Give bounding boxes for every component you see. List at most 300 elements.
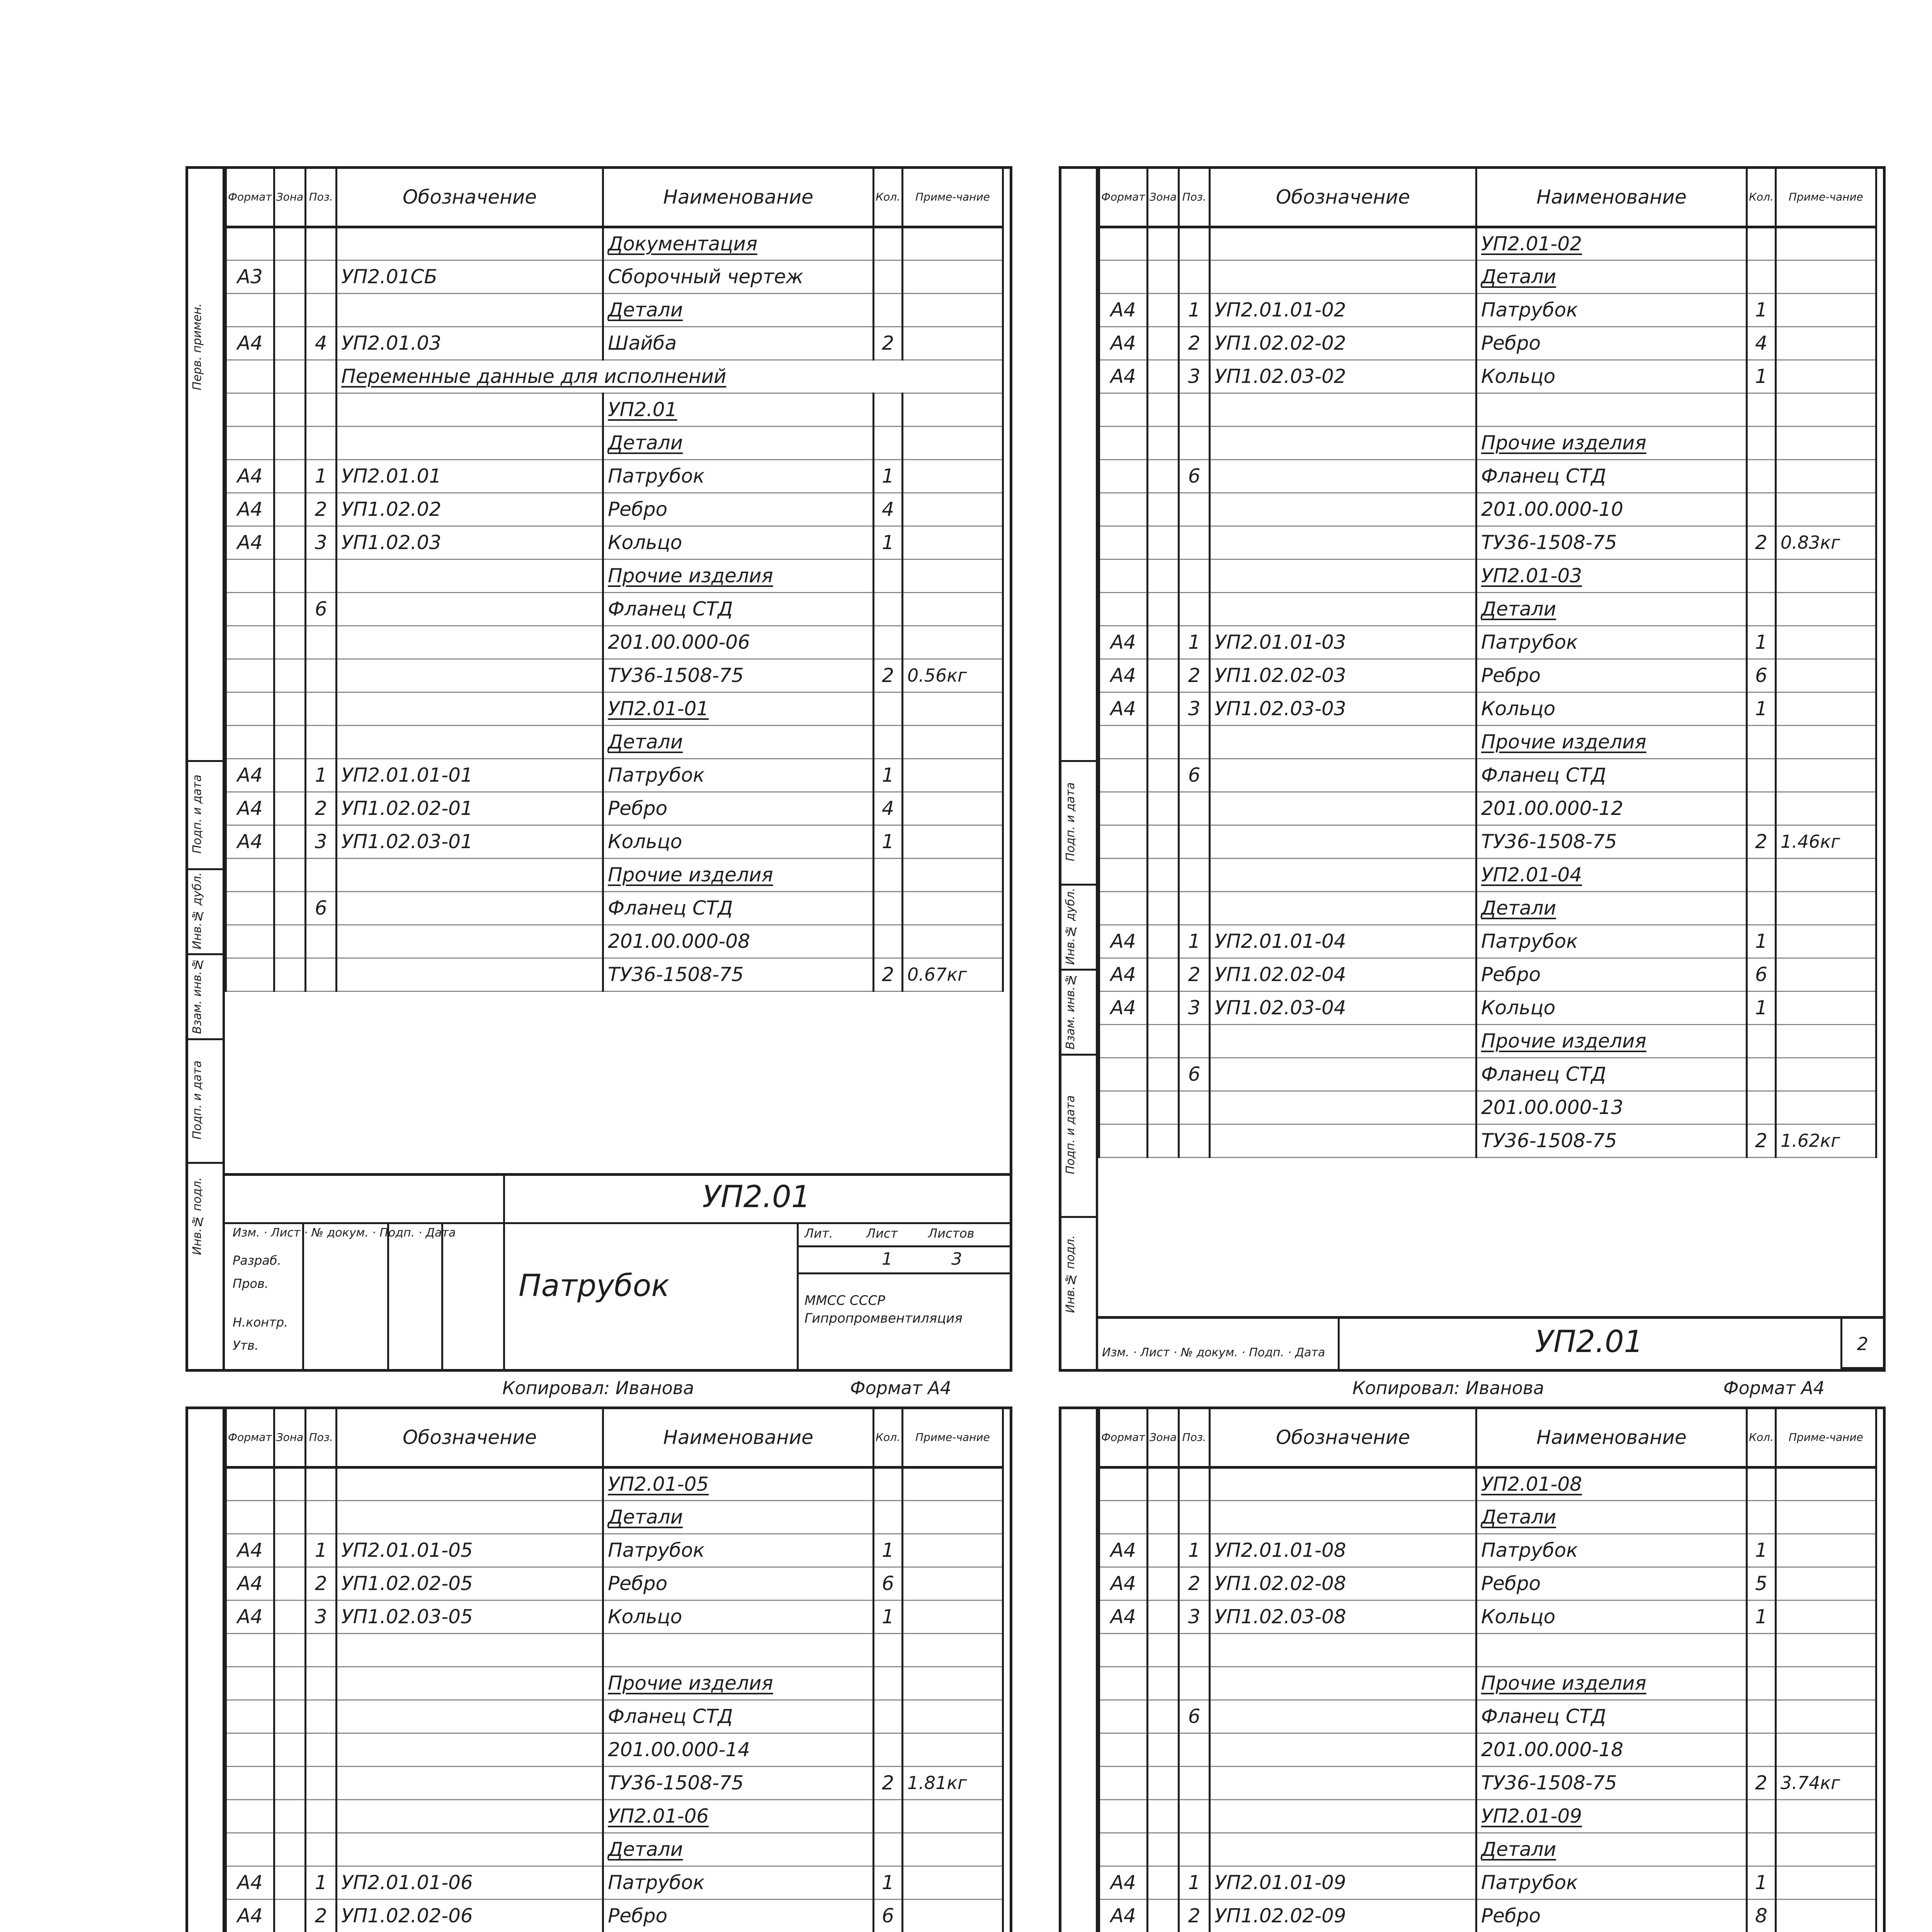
- cell-qty: 2: [882, 332, 894, 354]
- table-row: [1099, 1799, 1876, 1833]
- cell-name: Документация: [608, 233, 758, 255]
- cell-pos: 1: [315, 1539, 327, 1561]
- tb-izm: Изм. · Лист · № докум. · Подп. · Дата: [233, 1226, 456, 1240]
- cell-des: УП1.02.02-08: [1214, 1572, 1346, 1595]
- cell-pos: 3: [315, 1605, 327, 1628]
- cell-fmt: А4: [1110, 963, 1136, 986]
- cell-pos: 6: [315, 598, 327, 620]
- cell-name: Кольцо: [608, 830, 682, 853]
- header-format: Формат: [226, 1409, 274, 1467]
- cell-fmt: А4: [1110, 997, 1136, 1019]
- cell-name: Фланец СТД: [608, 897, 733, 919]
- cell-fmt: А4: [237, 1905, 263, 1927]
- table-row: [226, 891, 1003, 925]
- header-zone: Зона: [1147, 1409, 1179, 1467]
- cell-qty: 1: [882, 531, 894, 554]
- spec-table: [1098, 1409, 1877, 1932]
- header-zone: Зона: [274, 1409, 306, 1467]
- cell-pos: 2: [1188, 1572, 1201, 1595]
- table-row: [1099, 360, 1876, 393]
- table-row: [1099, 526, 1876, 559]
- table-row: [1099, 925, 1876, 958]
- table-row: [226, 626, 1003, 659]
- header-format: Формат: [1099, 169, 1148, 227]
- cell-name: 201.00.000-10: [1481, 498, 1624, 520]
- header-name: Наименование: [1476, 1409, 1747, 1467]
- table-row: [226, 293, 1003, 327]
- header-qty: Кол.: [1747, 1409, 1776, 1467]
- cell-qty: 1: [882, 1871, 894, 1894]
- cell-qty: 1: [1755, 1871, 1767, 1894]
- header-format: Формат: [226, 169, 274, 227]
- podp-data-label: Подп. и дата: [190, 774, 204, 854]
- table-row: [226, 493, 1003, 526]
- cell-des: УП2.01.01-08: [1214, 1539, 1346, 1561]
- table-row: [1099, 592, 1876, 626]
- table-row: [226, 1534, 1003, 1567]
- cell-des: УП1.02.02-02: [1214, 332, 1346, 354]
- cell-name: 201.00.000-13: [1481, 1096, 1624, 1119]
- table-row: [226, 1899, 1003, 1932]
- cell-pos: 3: [1188, 365, 1201, 388]
- table-row: [226, 1866, 1003, 1899]
- cell-name: 201.00.000-14: [608, 1738, 750, 1761]
- format-note-2: Формат А4: [1723, 1378, 1825, 1398]
- cell-des: УП2.01.01-02: [1214, 299, 1346, 321]
- cell-des: УП2.01.01-06: [341, 1871, 473, 1894]
- table-row: [1099, 327, 1876, 360]
- tb-prov: Пров.: [233, 1276, 269, 1291]
- header-designation: Обозначение: [1210, 1409, 1476, 1467]
- cell-name: Детали: [608, 1838, 683, 1861]
- cell-fmt: А4: [1110, 1605, 1136, 1628]
- header-note: Приме-чание: [1776, 169, 1876, 227]
- product-name: Патрубок: [519, 1269, 670, 1303]
- table-row: [226, 459, 1003, 493]
- cell-name: Ребро: [1481, 664, 1541, 687]
- table-row: [1099, 493, 1876, 526]
- cell-qty: 2: [1755, 830, 1767, 853]
- cell-qty: 1: [1755, 365, 1767, 388]
- cell-qty: 6: [882, 1572, 894, 1595]
- spec-sheet-4: [1059, 1406, 1886, 1932]
- table-row: [226, 1667, 1003, 1700]
- tb-listov-value: 3: [951, 1249, 962, 1269]
- spec-sheet-2: [1059, 166, 1886, 1372]
- cell-des: УП1.02.03-08: [1214, 1605, 1346, 1628]
- cell-zone: [274, 360, 306, 393]
- cell-note: 0.67кг: [907, 964, 967, 985]
- cell-pos: 2: [1188, 963, 1201, 986]
- cell-name: Детали: [1481, 897, 1556, 919]
- cell-qty: 6: [1755, 664, 1767, 687]
- cell-name: Детали: [1481, 598, 1556, 620]
- cell-qty: 1: [882, 1539, 894, 1561]
- form-margin-strip: [1061, 169, 1098, 1369]
- tb-organization: ММСС СССР Гипропромвентиляция: [804, 1293, 963, 1326]
- cell-pos: 2: [1188, 664, 1201, 687]
- cell-name: 201.00.000-08: [608, 930, 750, 952]
- cell-name: Ребро: [1481, 963, 1541, 986]
- cell-fmt: А4: [1110, 1539, 1136, 1561]
- cell-qty: 1: [1755, 631, 1767, 653]
- cell-pos: 3: [1188, 697, 1201, 720]
- table-row: [226, 1633, 1003, 1667]
- cell-fmt: А4: [1110, 1871, 1136, 1894]
- cell-name: Фланец СТД: [1481, 465, 1606, 487]
- spec-table: [1098, 169, 1877, 1158]
- cell-name: Ребро: [608, 1905, 668, 1927]
- cell-name: Фланец СТД: [1481, 764, 1606, 786]
- cell-pos: 1: [315, 1871, 327, 1894]
- table-row: [1099, 1467, 1876, 1500]
- cell-des: УП2.01.01-01: [341, 764, 473, 786]
- cell-fmt: А4: [237, 498, 263, 520]
- table-row: [1099, 1567, 1876, 1600]
- cell-des: УП1.02.03-04: [1214, 997, 1346, 1019]
- spec-sheet-3: [185, 1406, 1012, 1932]
- header-format: Формат: [1099, 1409, 1148, 1467]
- cell-fmt: А4: [237, 1539, 263, 1561]
- cell-qty: 1: [1755, 299, 1767, 321]
- cell-qty: 8: [1755, 1905, 1767, 1927]
- cell-qty: 2: [1755, 531, 1767, 554]
- cell-name: Прочие изделия: [1481, 1030, 1646, 1052]
- table-row: [226, 227, 1003, 260]
- cell-qty: 4: [882, 797, 894, 820]
- cell-name: Прочие изделия: [1481, 1672, 1646, 1694]
- table-row: [1099, 1833, 1876, 1866]
- perv-primen-label: Перв. примен.: [190, 303, 204, 390]
- title-block: [225, 1173, 1010, 1369]
- cell-name: Патрубок: [608, 1871, 705, 1894]
- header-note: Приме-чание: [902, 1409, 1003, 1467]
- table-row: [226, 1567, 1003, 1600]
- header-zone: Зона: [274, 169, 306, 227]
- cell-fmt: А4: [237, 332, 263, 354]
- copy-note-2: Копировал: Иванова: [1352, 1378, 1544, 1398]
- cell-name: Детали: [1481, 1838, 1556, 1861]
- cell-fmt: А4: [237, 1605, 263, 1628]
- cell-qty: 1: [1755, 997, 1767, 1019]
- cell-fmt: А4: [1110, 332, 1136, 354]
- table-row: [1099, 1866, 1876, 1899]
- cell-qty: 2: [882, 963, 894, 986]
- table-row: [1099, 626, 1876, 659]
- cell-note: 1.81кг: [907, 1772, 967, 1793]
- table-row: [1099, 792, 1876, 825]
- table-row: [1099, 1091, 1876, 1124]
- table-row: [226, 858, 1003, 891]
- table-row: [1099, 559, 1876, 592]
- table-row: [226, 1766, 1003, 1799]
- header-name: Наименование: [603, 169, 874, 227]
- table-row: [1099, 1500, 1876, 1534]
- cell-name: ТУ36-1508-75: [1481, 1129, 1617, 1152]
- cell-pos: [306, 360, 337, 393]
- cell-qty: 1: [1755, 930, 1767, 952]
- cell-name: Патрубок: [1481, 930, 1578, 952]
- cell-pos: 6: [1188, 1063, 1201, 1085]
- cell-name: ТУ36-1508-75: [608, 963, 744, 986]
- table-row: [1099, 1600, 1876, 1633]
- cell-pos: 2: [315, 1905, 327, 1927]
- cell-des: УП2.01.01-05: [341, 1539, 473, 1561]
- table-row: [1099, 1766, 1876, 1799]
- cell-name: Шайба: [608, 332, 677, 354]
- cell-des: УП2.01.01: [341, 465, 442, 487]
- table-row: [1099, 1633, 1876, 1667]
- cell-pos: 1: [315, 465, 327, 487]
- table-row: [226, 592, 1003, 626]
- cell-name: ТУ36-1508-75: [608, 664, 744, 687]
- table-row: [226, 393, 1003, 426]
- table-row: [226, 792, 1003, 825]
- cell-qty: 1: [1755, 1539, 1767, 1561]
- cell-name: Прочие изделия: [608, 1672, 773, 1694]
- cell-qty: 2: [1755, 1129, 1767, 1152]
- cell-fmt: А4: [1110, 365, 1136, 388]
- cell-name: Кольцо: [608, 531, 682, 554]
- cell-des: УП2.01.01-04: [1214, 930, 1346, 952]
- cell-name: Фланец СТД: [608, 1705, 733, 1728]
- table-row: [1099, 725, 1876, 759]
- table-row: [226, 958, 1003, 991]
- table-row: [226, 526, 1003, 559]
- table-row: [1099, 1024, 1876, 1058]
- table-row: [1099, 692, 1876, 725]
- table-row: [1099, 1733, 1876, 1766]
- cell-name: Кольцо: [1481, 997, 1556, 1019]
- cell-name: Фланец СТД: [1481, 1705, 1606, 1728]
- cell-name: Прочие изделия: [608, 565, 773, 587]
- cell-name: УП2.01-04: [1481, 864, 1582, 886]
- cell-fmt: А4: [1110, 299, 1136, 321]
- header-qty: Кол.: [874, 1409, 903, 1467]
- cell-qty: 4: [882, 498, 894, 520]
- cell-des: УП1.02.02-04: [1214, 963, 1346, 986]
- table-row: [226, 1600, 1003, 1633]
- podp-data-label-2: Подп. и дата: [1064, 1095, 1077, 1175]
- cell-pos: 2: [315, 1572, 327, 1595]
- cell-name: Ребро: [608, 1572, 668, 1595]
- cell-pos: 1: [1188, 1539, 1201, 1561]
- cell-fmt: [226, 360, 274, 393]
- cell-qty: 1: [882, 1605, 894, 1628]
- table-row: [226, 1467, 1003, 1500]
- cell-pos: 3: [1188, 1605, 1201, 1628]
- header-note: Приме-чание: [1776, 1409, 1876, 1467]
- table-row: [1099, 1124, 1876, 1157]
- cell-name: Ребро: [1481, 1905, 1541, 1927]
- podp-data-label-2: Подп. и дата: [190, 1060, 204, 1140]
- tb-izm: Изм. · Лист · № докум. · Подп. · Дата: [1102, 1346, 1325, 1359]
- tb-listov: Листов: [928, 1226, 975, 1241]
- cell-name: ТУ36-1508-75: [1481, 531, 1617, 554]
- cell-name: УП2.01-05: [608, 1473, 709, 1495]
- cell-name: Патрубок: [1481, 299, 1578, 321]
- cell-note: 1.46кг: [1780, 831, 1840, 852]
- cell-fmt: А4: [237, 764, 263, 786]
- table-row: [226, 1500, 1003, 1534]
- cell-fmt: А3: [237, 265, 263, 288]
- table-row: [226, 725, 1003, 759]
- cell-name: Патрубок: [608, 764, 705, 786]
- cell-qty: 6: [882, 1905, 894, 1927]
- cell-des: УП2.01.01-09: [1214, 1871, 1346, 1894]
- header-designation: Обозначение: [337, 169, 603, 227]
- header-position: Поз.: [1179, 169, 1210, 227]
- tb-list: Лист: [866, 1226, 898, 1241]
- cell-qty: 4: [1755, 332, 1767, 354]
- tb-nkontr: Н.контр.: [233, 1315, 288, 1330]
- table-row: [1099, 858, 1876, 891]
- cell-qty: 5: [1755, 1572, 1767, 1595]
- cell-fmt: А4: [237, 1871, 263, 1894]
- doc-code: УП2.01: [1535, 1325, 1643, 1359]
- inv-podl-label: Инв.№ подл.: [190, 1177, 204, 1255]
- cell-name: Патрубок: [1481, 1871, 1578, 1894]
- table-row: [226, 659, 1003, 692]
- cell-fmt: А4: [1110, 664, 1136, 687]
- cell-fmt: А4: [1110, 1572, 1136, 1595]
- cell-note: 1.62кг: [1780, 1130, 1840, 1151]
- cell-pos: 3: [315, 830, 327, 853]
- cell-qty: 1: [882, 465, 894, 487]
- cell-pos: 2: [315, 797, 327, 820]
- cell-name: Кольцо: [608, 1605, 682, 1628]
- header-qty: Кол.: [1747, 169, 1776, 227]
- table-row: [1099, 426, 1876, 459]
- cell-name: УП2.01-09: [1481, 1805, 1582, 1827]
- table-row: [1099, 659, 1876, 692]
- cell-fmt: А4: [237, 465, 263, 487]
- cell-name: Ребро: [608, 498, 668, 520]
- cell-name: Патрубок: [1481, 1539, 1578, 1561]
- table-row: [226, 1700, 1003, 1733]
- tb-razrab: Разраб.: [233, 1253, 281, 1268]
- inv-podl-label: Инв.№ подл.: [1064, 1235, 1077, 1313]
- table-row: [1099, 958, 1876, 991]
- cell-fmt: А4: [1110, 631, 1136, 653]
- cell-pos: 2: [1188, 332, 1201, 354]
- cell-note: 0.83кг: [1780, 532, 1840, 553]
- cell-note: 0.56кг: [907, 665, 967, 686]
- cell-name: ТУ36-1508-75: [608, 1772, 744, 1794]
- cell-fmt: А4: [1110, 1905, 1136, 1927]
- cell-pos: 2: [315, 498, 327, 520]
- header-note: Приме-чание: [902, 169, 1003, 227]
- cell-note: 3.74кг: [1780, 1772, 1840, 1793]
- cell-pos: 4: [315, 332, 327, 354]
- cell-des: УП1.02.03-02: [1214, 365, 1346, 388]
- cell-designation: Переменные данные для исполнений: [341, 365, 726, 388]
- cell-name: Детали: [608, 731, 683, 753]
- header-position: Поз.: [306, 169, 337, 227]
- table-row: [1099, 1058, 1876, 1091]
- form-margin-strip: [188, 1409, 225, 1932]
- table-row: [1099, 393, 1876, 426]
- cell-pos: 6: [315, 897, 327, 919]
- header-position: Поз.: [1179, 1409, 1210, 1467]
- cell-name: УП2.01-06: [608, 1805, 709, 1827]
- tb-lit: Лит.: [804, 1226, 833, 1241]
- cell-pos: 6: [1188, 1705, 1201, 1728]
- cell-pos: 2: [1188, 1905, 1201, 1927]
- cell-qty: 1: [882, 830, 894, 853]
- table-row: [226, 559, 1003, 592]
- cell-name: Прочие изделия: [1481, 731, 1646, 753]
- cell-fmt: А4: [237, 830, 263, 853]
- cell-qty: 1: [1755, 697, 1767, 720]
- table-row: [1099, 1700, 1876, 1733]
- cell-name: УП2.01-08: [1481, 1473, 1582, 1495]
- header-name: Наименование: [1476, 169, 1747, 227]
- vzam-inv-label: Взам. инв.№: [190, 957, 204, 1034]
- cell-name: Фланец СТД: [608, 598, 733, 620]
- form-margin-strip: [1061, 1409, 1098, 1932]
- table-row: [226, 327, 1003, 360]
- cell-name: УП2.01-02: [1481, 233, 1582, 255]
- cell-qty: 1: [1755, 1605, 1767, 1628]
- cell-pos: 1: [1188, 299, 1201, 321]
- cell-fmt: А4: [237, 1572, 263, 1595]
- cell-qty: 1: [882, 764, 894, 786]
- spec-table: [225, 169, 1004, 992]
- cell-des: УП1.02.02: [341, 498, 442, 520]
- header-qty: Кол.: [874, 169, 903, 227]
- table-row: [226, 360, 1003, 393]
- cell-des: УП2.01СБ: [341, 265, 437, 288]
- table-row: [1099, 459, 1876, 493]
- cell-des: УП1.02.02-06: [341, 1905, 473, 1927]
- cell-des: УП2.01.01-03: [1214, 631, 1346, 653]
- cell-fmt: А4: [1110, 930, 1136, 952]
- table-row: [226, 1733, 1003, 1766]
- cell-pos: 1: [1188, 631, 1201, 653]
- table-row: [1099, 260, 1876, 293]
- cell-name: Детали: [608, 299, 683, 321]
- table-row: [1099, 1899, 1876, 1932]
- cell-qty: 2: [882, 664, 894, 687]
- cell-name: Детали: [1481, 1506, 1556, 1528]
- table-row: [226, 260, 1003, 293]
- cell-des: УП1.02.02-05: [341, 1572, 473, 1595]
- table-row: [1099, 759, 1876, 792]
- vzam-inv-label: Взам. инв.№: [1064, 973, 1077, 1049]
- cell-name: 201.00.000-06: [608, 631, 750, 653]
- cell-name: УП2.01: [608, 398, 677, 421]
- table-row: [226, 1833, 1003, 1866]
- cell-des: УП1.02.02-03: [1214, 664, 1346, 687]
- cell-pos: 1: [1188, 1871, 1201, 1894]
- table-row: [1099, 1667, 1876, 1700]
- cell-pos: 6: [1188, 465, 1201, 487]
- cell-name: Сборочный чертеж: [608, 265, 803, 288]
- cell-pos: 1: [1188, 930, 1201, 952]
- sheet-number: 2: [1840, 1319, 1883, 1369]
- cell-name: Ребро: [1481, 332, 1541, 354]
- cell-des: УП1.02.03-03: [1214, 697, 1346, 720]
- header-designation: Обозначение: [1210, 169, 1476, 227]
- cell-name: Детали: [608, 1506, 683, 1528]
- cell-fmt: А4: [1110, 697, 1136, 720]
- podp-data-label: Подп. и дата: [1064, 782, 1077, 862]
- cell-qty: 2: [882, 1772, 894, 1794]
- cell-des: УП2.01.03: [341, 332, 442, 354]
- spec-sheet-1: [185, 166, 1012, 1372]
- cell-fmt: А4: [237, 797, 263, 820]
